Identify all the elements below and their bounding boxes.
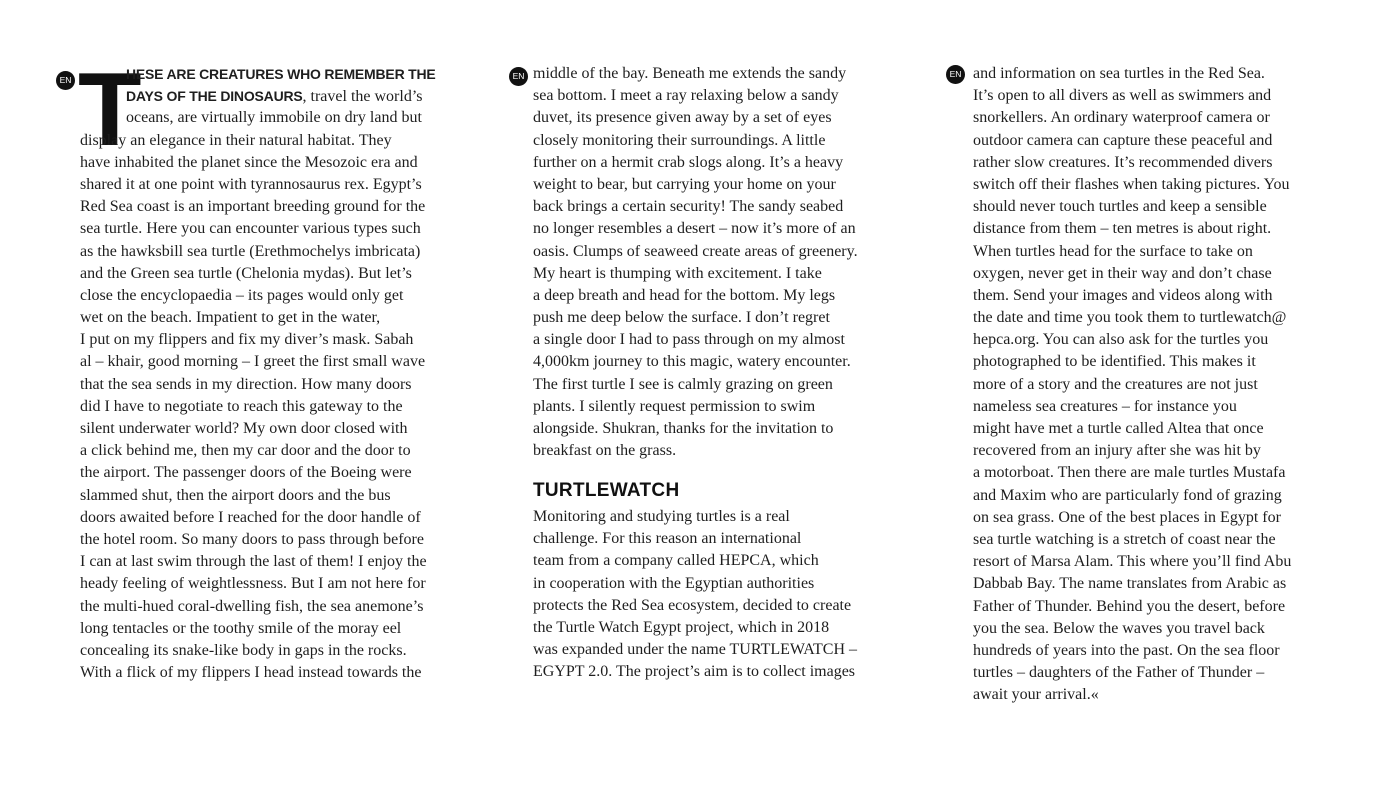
text-line: no longer resembles a desert – now it’s more of an bbox=[533, 220, 856, 238]
text-line: photographed to be identified. This makes it bbox=[973, 353, 1256, 371]
text-line: challenge. For this reason an international bbox=[533, 530, 802, 548]
text-line: al – khair, good morning – I greet the first small wave bbox=[80, 353, 426, 371]
text-line: the Turtle Watch Egypt project, which in 2018 bbox=[533, 618, 830, 636]
text-line: alongside. Shukran, thanks for the invitation to bbox=[533, 420, 834, 437]
text-line: weight to bear, but carrying your home on your bbox=[533, 175, 836, 193]
language-badge-en: EN bbox=[509, 67, 528, 86]
text-line: resort of Marsa Alam. This where you’ll find Abu bbox=[973, 553, 1292, 571]
text-line: display an elegance in their natural habitat. They bbox=[80, 131, 392, 149]
text-line: closely monitoring their surroundings. A little bbox=[533, 131, 826, 149]
section-body bbox=[533, 506, 857, 684]
text-line: sea bottom. I meet a ray relaxing below a sandy bbox=[533, 87, 839, 105]
lead-paragraph bbox=[126, 63, 436, 130]
text-line: in cooperation with the Egyptian authorities bbox=[533, 574, 815, 592]
text-line: concealing its snake-like body in gaps in the rocks. bbox=[80, 641, 407, 659]
text-line: I can at last swim through the last of them! I enjoy the bbox=[80, 553, 427, 571]
language-badge-en: EN bbox=[946, 65, 965, 84]
text-line: distance from them – ten metres is about right. bbox=[973, 220, 1272, 238]
text-line: more of a story and the creatures are not just bbox=[973, 375, 1258, 393]
column-3-body bbox=[973, 63, 1291, 706]
text-line: close the encyclopaedia – its pages would only get bbox=[80, 286, 404, 304]
text-line: oasis. Clumps of seaweed create areas of greenery. bbox=[533, 242, 858, 260]
text-line: doors awaited before I reached for the door handle of bbox=[80, 508, 421, 526]
text-line: might have met a turtle called Altea that once bbox=[973, 420, 1264, 437]
language-badge-en: EN bbox=[56, 71, 75, 90]
text-line: 4,000km journey to this magic, watery encounter. bbox=[533, 353, 851, 371]
text-line: was expanded under the name TURTLEWATCH – bbox=[533, 641, 857, 659]
text-line: and the Green sea turtle (Chelonia mydas). But let’s bbox=[80, 264, 412, 282]
text-line: Red Sea coast is an important breeding ground for the bbox=[80, 198, 426, 216]
text-line: middle of the bay. Beneath me extends the sandy bbox=[533, 65, 847, 82]
text-line: When turtles head for the surface to take on bbox=[973, 242, 1253, 260]
text-line: nameless sea creatures – for instance you bbox=[973, 397, 1237, 415]
text-line: and Maxim who are particularly fond of grazing bbox=[973, 486, 1282, 504]
text-line: a motorboat. Then there are male turtles Mustafa bbox=[973, 464, 1286, 482]
text-line: sea turtle. Here you can encounter various types such bbox=[80, 220, 421, 238]
text-line: await your arrival.« bbox=[973, 686, 1099, 704]
text-line: a single door I had to pass through on my almost bbox=[533, 331, 845, 349]
text-line: Dabbab Bay. The name translates from Arabic as bbox=[973, 575, 1287, 593]
text-line: a click behind me, then my car door and the door to bbox=[80, 442, 411, 460]
lead-text: DAYS OF THE DINOSAURS bbox=[126, 88, 303, 105]
column-2-body bbox=[533, 63, 858, 462]
text-line: outdoor camera can capture these peaceful and bbox=[973, 131, 1273, 149]
text-line: slammed shut, then the airport doors and the bus bbox=[80, 486, 391, 504]
text-line: further on a hermit crab slogs along. It’s a heavy bbox=[533, 153, 844, 171]
text-line: wet on the beach. Impatient to get in the water, bbox=[80, 309, 381, 327]
text-line: switch off their flashes when taking pictures. You bbox=[973, 175, 1290, 193]
text-line: With a flick of my flippers I head instead towards the bbox=[80, 664, 422, 682]
column-1-body bbox=[80, 130, 427, 685]
text-line: hepca.org. You can also ask for the turtles you bbox=[973, 331, 1269, 349]
text-line: hundreds of years into the past. On the sea floor bbox=[973, 641, 1280, 659]
text-line: the hotel room. So many doors to pass through before bbox=[80, 530, 424, 548]
text-line: long tentacles or the toothy smile of the moray eel bbox=[80, 619, 402, 637]
text-line: My heart is thumping with excitement. I take bbox=[533, 264, 822, 282]
text-line: the multi-hued coral-dwelling fish, the sea anemone’s bbox=[80, 597, 424, 615]
text-line: heady feeling of weightlessness. But I am not here for bbox=[80, 575, 426, 593]
text-line: on sea grass. One of the best places in Egypt for bbox=[973, 508, 1281, 526]
text-line: silent underwater world? My own door closed with bbox=[80, 420, 408, 438]
text-line: shared it at one point with tyrannosaurus rex. Egypt’s bbox=[80, 175, 422, 193]
text-line: that the sea sends in my direction. How many doors bbox=[80, 375, 412, 393]
text-line: should never touch turtles and keep a sensible bbox=[973, 198, 1267, 216]
text-line: the date and time you took them to turtlewatch@ bbox=[973, 309, 1287, 327]
text-line: team from a company called HEPCA, which bbox=[533, 552, 819, 570]
text-line: breakfast on the grass. bbox=[533, 442, 677, 460]
text-line: turtles – daughters of the Father of Thunder – bbox=[973, 664, 1265, 682]
text-line: push me deep below the surface. I don’t regret bbox=[533, 309, 830, 327]
drop-cap: T bbox=[78, 52, 142, 168]
text-line: as the hawksbill sea turtle (Erethmochelys imbricata) bbox=[80, 242, 421, 260]
text-line: It’s open to all divers as well as swimmers and bbox=[973, 87, 1272, 105]
text-line: protects the Red Sea ecosystem, decided to create bbox=[533, 596, 852, 614]
text-line: recovered from an injury after she was hit by bbox=[973, 442, 1261, 460]
text-line: and information on sea turtles in the Red Sea. bbox=[973, 65, 1265, 82]
text-line: back brings a certain security! The sandy seabed bbox=[533, 198, 844, 216]
text-line: oceans, are virtually immobile on dry land but bbox=[126, 109, 422, 127]
text-line: EGYPT 2.0. The project’s aim is to collect images bbox=[533, 663, 856, 681]
lead-text: HESE ARE CREATURES WHO REMEMBER THE bbox=[126, 66, 436, 82]
text-line: oxygen, never get in their way and don’t chase bbox=[973, 264, 1272, 282]
text-line: rather slow creatures. It’s recommended divers bbox=[973, 153, 1273, 171]
text-line: plants. I silently request permission to swim bbox=[533, 397, 816, 415]
text-line: Monitoring and studying turtles is a real bbox=[533, 508, 790, 525]
text-line: a deep breath and head for the bottom. My legs bbox=[533, 286, 836, 304]
text-line: snorkellers. An ordinary waterproof camera or bbox=[973, 109, 1270, 127]
text-line: I put on my flippers and fix my diver’s mask. Sabah bbox=[80, 331, 414, 349]
text-line: duvet, its presence given away by a set of eyes bbox=[533, 109, 832, 127]
text-line: did I have to negotiate to reach this gateway to the bbox=[80, 397, 403, 415]
text-line: have inhabited the planet since the Mesozoic era and bbox=[80, 153, 418, 171]
text-line: you the sea. Below the waves you travel back bbox=[973, 619, 1265, 637]
text-line: them. Send your images and videos along with bbox=[973, 286, 1273, 304]
section-heading: TURTLEWATCH bbox=[533, 480, 680, 501]
text-line: sea turtle watching is a stretch of coast near the bbox=[973, 530, 1276, 548]
text-line: Father of Thunder. Behind you the desert, before bbox=[973, 597, 1286, 615]
text-line: The first turtle I see is calmly grazing on green bbox=[533, 375, 833, 393]
lead-tail: , travel the world’s bbox=[302, 88, 423, 106]
text-line: the airport. The passenger doors of the Boeing were bbox=[80, 464, 412, 482]
